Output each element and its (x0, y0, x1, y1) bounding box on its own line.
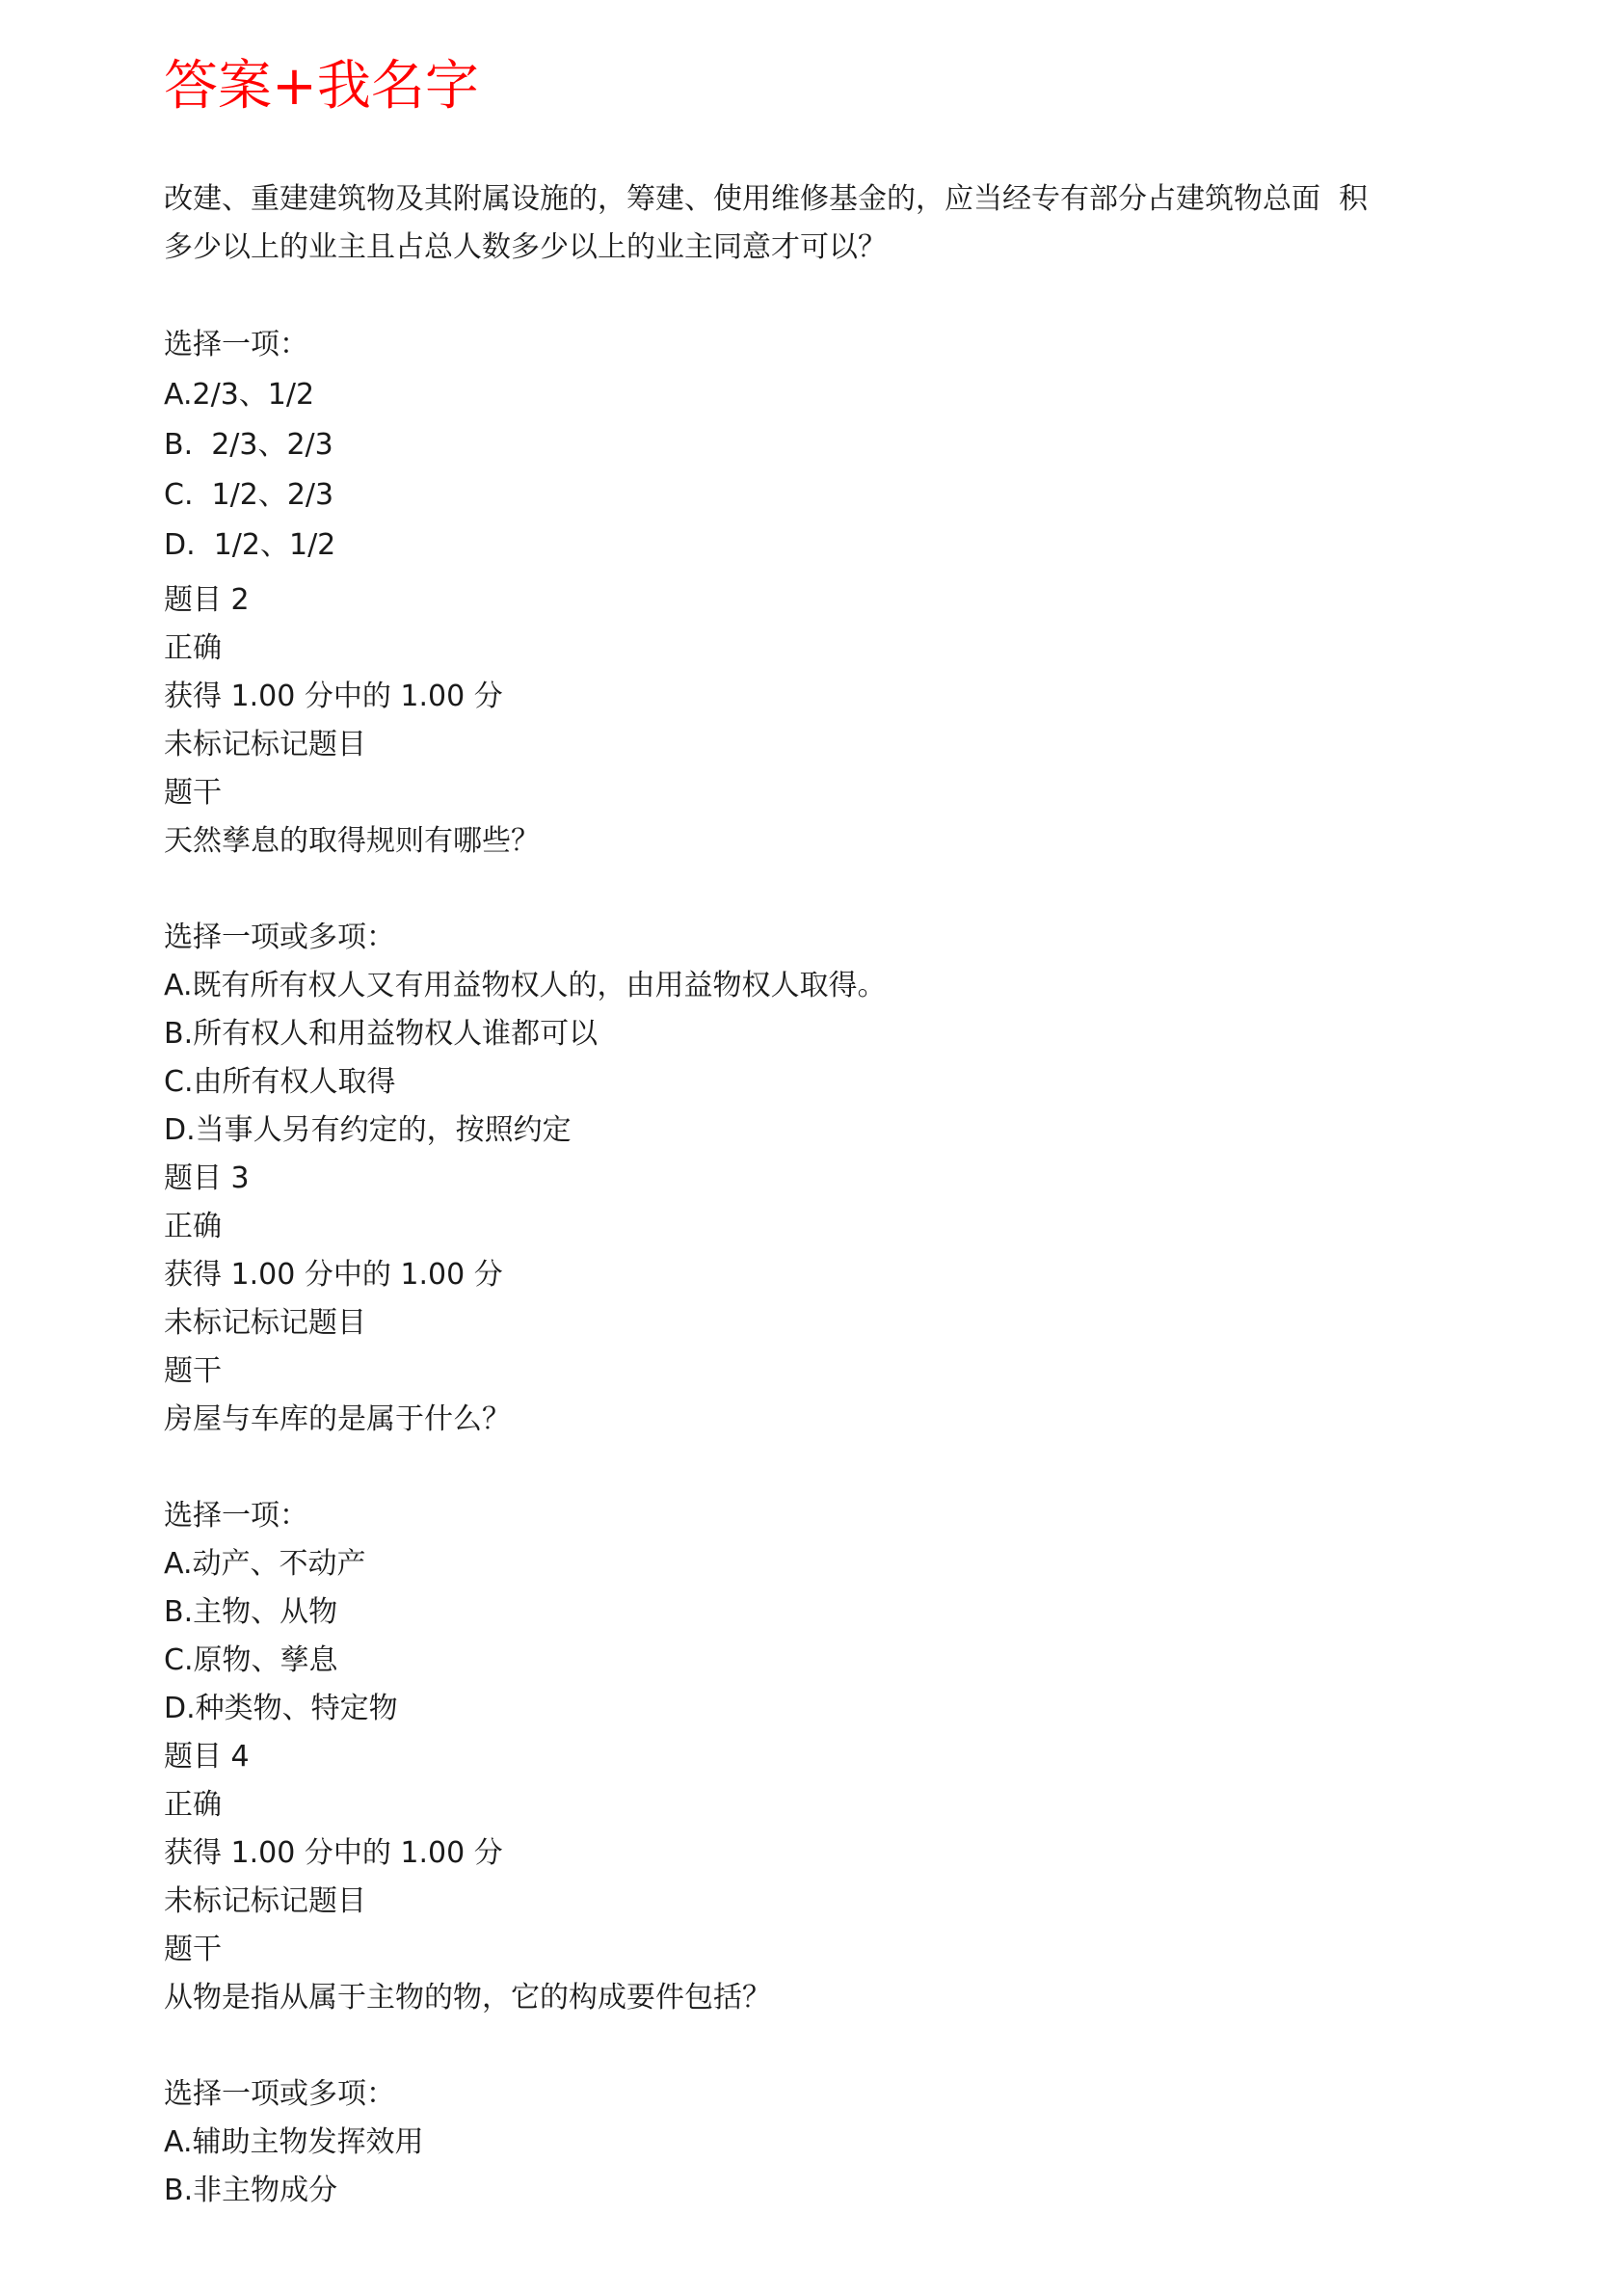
answer-option-a[interactable]: A.动产、不动产 (164, 1547, 366, 1581)
answer-option-b[interactable]: B.主物、从物 (164, 1595, 338, 1629)
spacer (164, 2022, 1475, 2070)
question-stem-label: 题干 (164, 776, 222, 810)
answer-option-a[interactable]: A.2/3、1/2 (164, 378, 315, 412)
question-stem-label: 题干 (164, 1933, 222, 1966)
answer-prompt: 选择一项或多项： (164, 2077, 395, 2111)
question-stem-line: 多少以上的业主且占总人数多少以上的业主同意才可以？ (164, 230, 887, 264)
question-status: 正确 (164, 631, 222, 665)
question-status: 正确 (164, 1210, 222, 1243)
question-stem: 天然孳息的取得规则有哪些？ (164, 824, 540, 858)
question-2 (164, 576, 1475, 1155)
question-number: 题目 4 (164, 1740, 250, 1774)
answer-option-d[interactable]: D. 1/2、1/2 (164, 528, 336, 562)
spacer (164, 1444, 1475, 1492)
question-score: 获得 1.00 分中的 1.00 分 (164, 680, 503, 713)
document-page (164, 48, 1475, 2215)
answer-option-d[interactable]: D.当事人另有约定的，按照约定 (164, 1113, 572, 1147)
answer-option-a[interactable]: A.既有所有权人又有用益物权人的，由用益物权人取得。 (164, 969, 887, 1002)
question-1 (164, 175, 1475, 576)
spacer (164, 272, 1475, 320)
question-number: 题目 3 (164, 1161, 250, 1195)
question-score: 获得 1.00 分中的 1.00 分 (164, 1258, 503, 1292)
flag-question-link[interactable]: 未标记标记题目 (164, 1306, 366, 1340)
answer-option-d[interactable]: D.种类物、特定物 (164, 1692, 398, 1725)
question-4 (164, 1733, 1475, 2215)
flag-question-link[interactable]: 未标记标记题目 (164, 1884, 366, 1918)
question-stem-line: 改建、重建建筑物及其附属设施的，筹建、使用维修基金的，应当经专有部分占建筑物总面 积 (164, 182, 1369, 216)
answer-option-c[interactable]: C.由所有权人取得 (164, 1065, 396, 1099)
answer-option-b[interactable]: B. 2/3、2/3 (164, 428, 333, 462)
question-status: 正确 (164, 1788, 222, 1822)
answer-option-b[interactable]: B.非主物成分 (164, 2174, 338, 2207)
question-stem: 房屋与车库的是属于什么？ (164, 1402, 511, 1436)
flag-question-link[interactable]: 未标记标记题目 (164, 728, 366, 761)
question-3 (164, 1155, 1475, 1733)
answer-option-a[interactable]: A.辅助主物发挥效用 (164, 2125, 424, 2159)
answer-prompt: 选择一项： (164, 1499, 308, 1533)
document-title: 答案+我名字 (164, 55, 479, 118)
answer-prompt: 选择一项： (164, 328, 308, 361)
answer-option-b[interactable]: B.所有权人和用益物权人谁都可以 (164, 1017, 599, 1051)
question-number: 题目 2 (164, 583, 250, 617)
question-stem-label: 题干 (164, 1354, 222, 1388)
answer-option-c[interactable]: C. 1/2、2/3 (164, 478, 334, 512)
question-stem: 从物是指从属于主物的物，它的构成要件包括？ (164, 1981, 771, 2015)
answer-option-c[interactable]: C.原物、孳息 (164, 1643, 338, 1677)
answer-prompt: 选择一项或多项： (164, 921, 395, 954)
question-score: 获得 1.00 分中的 1.00 分 (164, 1836, 503, 1870)
spacer (164, 866, 1475, 914)
